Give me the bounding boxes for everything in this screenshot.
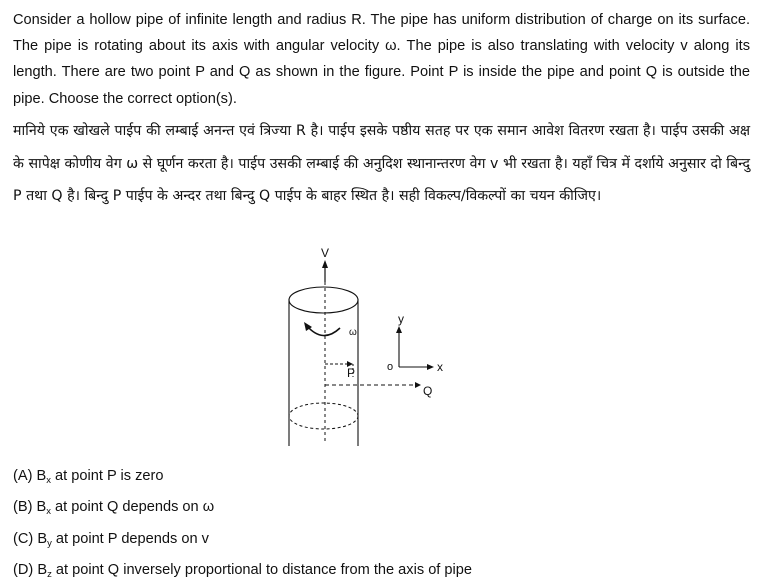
omega-label: ω — [349, 327, 357, 338]
option-b[interactable]: (B) $B_x$ at point Q depends on ω — [13, 499, 215, 518]
velocity-arrowhead-icon — [322, 260, 328, 268]
option-d[interactable]: (D) $B_z$ at point Q inversely proportional to distance from the axis of pipe — [13, 561, 473, 580]
question-text-english: Consider a hollow pipe of infinite length and radius R. The pipe has uniform distribution of charge on its surface. The pipe is rotating about its axis with angular velocity ω. The pipe is also translating with velocity v along its length. There are two point P and Q as shown in the figure. Point P is inside the pipe and point Q is outside the pipe. Choose the correct option(s). — [13, 12, 750, 107]
option-c[interactable]: (C) $B_y$ at point P depends on v — [13, 530, 209, 549]
pipe-top-ellipse — [289, 287, 358, 313]
question-text-hindi: मानिये एक खोखले पाईप की लम्बाई अनन्त एवं त्रिज्या R है। पाईप इसके पष्ठीय सतह पर एक समान आवेश वितरण रखता है। पाईप उसकी अक्ष के सापेक्ष कोणीय वेग ω से घूर्णन करता है। पाईप उसकी लम्बाई की अनुदिश स्थानान्तरण वेग v भी रखता है। यहाँ चित्र में दर्शाये अनुसार दो बिन्दु P तथा Q है। बिन्दु P पाईप के अन्दर तथा बिन्दु Q पाईप के बाहर स्थित है। सही विकल्प/विकल्पों का चयन कीजिए। — [13, 123, 750, 204]
option-a[interactable]: (A) $B_x$ at point P is zero — [13, 468, 164, 486]
pipe-diagram — [270, 244, 460, 454]
point-q-arrowhead-icon — [415, 382, 421, 388]
y-axis-label: y — [398, 312, 404, 326]
rotation-arc — [307, 326, 340, 336]
pipe-bottom-ellipse — [289, 403, 358, 429]
options-list — [13, 463, 472, 588]
point-q-label: Q — [423, 384, 433, 398]
point-p-label: P — [347, 366, 356, 380]
x-axis-arrowhead-icon — [427, 364, 434, 370]
y-axis-arrowhead-icon — [396, 326, 402, 333]
x-axis-label: x — [437, 360, 443, 374]
pipe-figure — [270, 244, 460, 454]
velocity-label: V — [321, 246, 330, 260]
origin-label: o — [387, 361, 394, 373]
